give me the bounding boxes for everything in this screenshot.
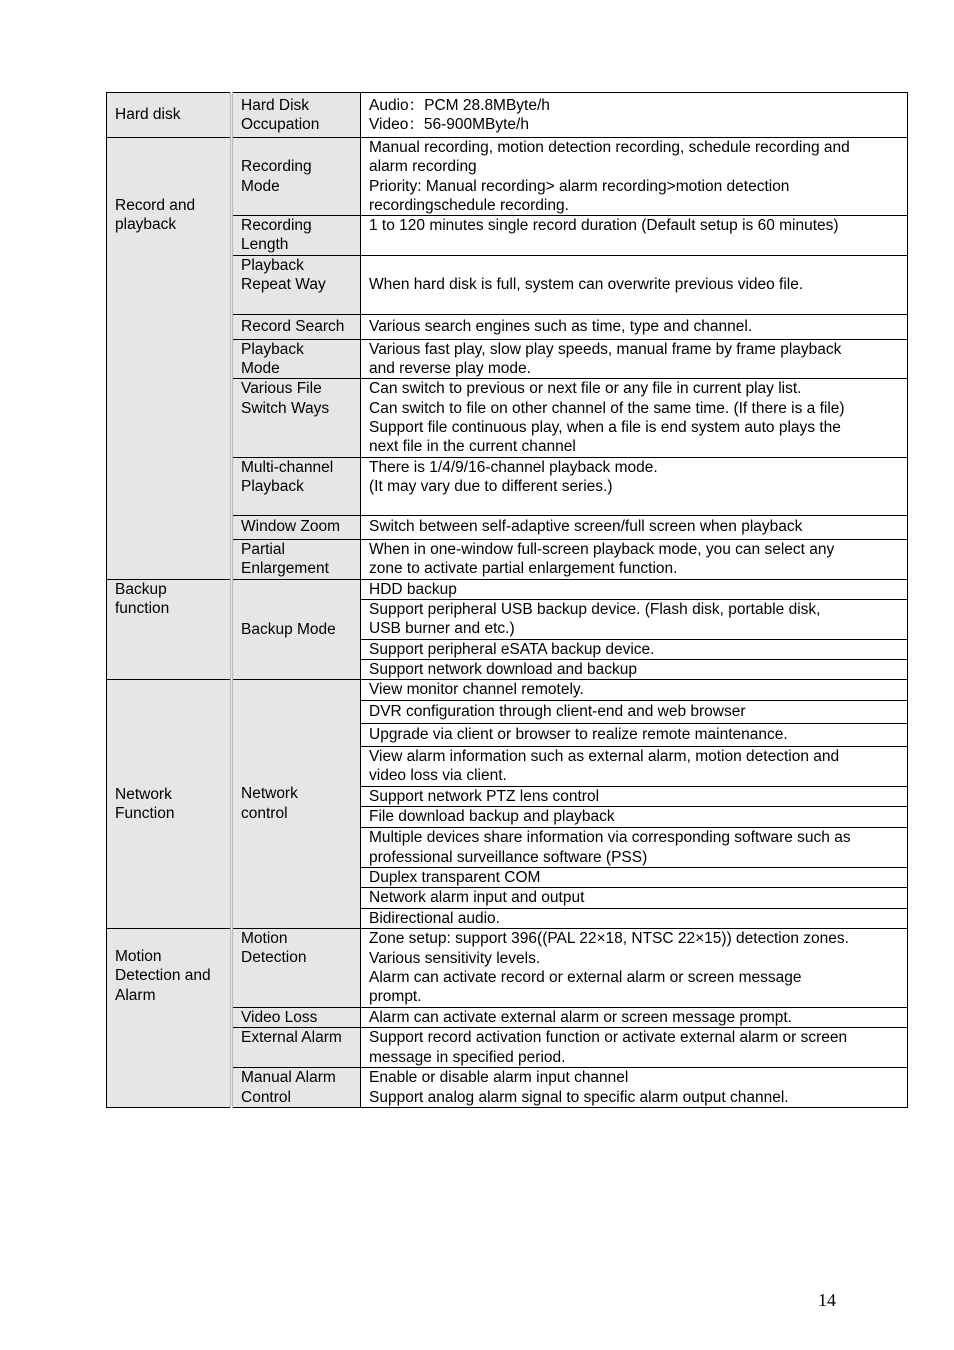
description-line: Switch between self-adaptive screen/full screen when playback	[369, 518, 803, 536]
description-network	[361, 828, 908, 868]
description-line: Various fast play, slow play speeds, manual frame by frame playback	[369, 340, 842, 358]
description-line: Various sensitivity levels.	[369, 949, 541, 967]
description-window-zoom	[361, 515, 908, 539]
category-network-function	[107, 680, 232, 928]
feature-label: Window Zoom	[241, 518, 341, 536]
description-line: Various search engines such as time, type and channel.	[369, 318, 753, 336]
description-line: Support peripheral eSATA backup device.	[369, 640, 655, 658]
description-backup	[361, 639, 908, 659]
feature-record-search	[232, 314, 361, 339]
description-partial-enlargement	[361, 539, 908, 579]
feature-label: Motion	[241, 929, 288, 947]
feature-recording-mode	[232, 138, 361, 216]
feature-recording-length	[232, 216, 361, 256]
description-line: Support analog alarm signal to specific alarm output channel.	[369, 1088, 789, 1106]
category-label: Network	[115, 785, 172, 803]
description-line: Priority: Manual recording> alarm recording>motion detection	[369, 177, 790, 195]
description-line: There is 1/4/9/16-channel playback mode.	[369, 458, 658, 476]
description-line: Support file continuous play, when a file is end system auto plays the	[369, 418, 841, 436]
description-recording-mode	[361, 138, 908, 216]
description-network	[361, 746, 908, 786]
description-backup	[361, 599, 908, 639]
description-line: professional surveillance software (PSS)	[369, 848, 648, 866]
description-line: recordingschedule recording.	[369, 196, 569, 214]
description-manual-alarm-control	[361, 1068, 908, 1108]
description-network	[361, 807, 908, 828]
feature-label: Length	[241, 236, 289, 254]
description-line: HDD backup	[369, 580, 457, 598]
description-line: Can switch to file on other channel of the same time. (If there is a file)	[369, 399, 845, 417]
description-backup	[361, 579, 908, 599]
feature-playback-mode	[232, 339, 361, 379]
description-network	[361, 908, 908, 928]
table-row	[107, 928, 908, 1007]
description-multi-channel-playback	[361, 457, 908, 515]
description-line: Can switch to previous or next file or any file in current play list.	[369, 380, 802, 398]
description-external-alarm	[361, 1028, 908, 1068]
description-line: Zone setup: support 396((PAL 22×18, NTSC 22×15)) detection zones.	[369, 930, 849, 948]
feature-backup-mode	[232, 579, 361, 680]
category-label: Detection and	[115, 967, 211, 985]
feature-motion-detection	[232, 928, 361, 1007]
description-line: prompt.	[369, 988, 422, 1006]
category-label: Record and	[115, 197, 196, 214]
feature-label: control	[241, 804, 288, 822]
feature-file-switch-ways	[232, 379, 361, 457]
description-record-search	[361, 314, 908, 339]
description-line: View alarm information such as external alarm, motion detection and	[369, 747, 840, 765]
feature-hard-disk-occupation	[232, 93, 361, 138]
description-line: Network alarm input and output	[369, 889, 585, 907]
feature-label: Repeat Way	[241, 276, 326, 294]
feature-label: Mode	[241, 177, 280, 195]
description-line: Support network download and backup	[369, 661, 637, 679]
category-label: Motion	[115, 947, 162, 965]
table-row	[107, 93, 908, 138]
table-row	[107, 579, 908, 599]
description-line: alarm recording	[369, 158, 477, 176]
feature-label: Playback	[241, 340, 304, 358]
feature-label: Detection	[241, 949, 307, 967]
feature-label: Manual Alarm	[241, 1069, 336, 1087]
feature-label: Multi-channel	[241, 458, 334, 476]
description-line: message in specified period.	[369, 1048, 566, 1066]
category-label: Function	[115, 805, 175, 823]
category-label: Hard disk	[115, 106, 181, 124]
feature-external-alarm	[232, 1028, 361, 1068]
table-row	[107, 680, 908, 700]
category-motion-detection-alarm	[107, 928, 232, 1107]
description-line: Manual recording, motion detection recording, schedule recording and	[369, 139, 850, 156]
feature-partial-enlargement	[232, 539, 361, 579]
feature-playback-repeat-way	[232, 255, 361, 314]
category-label: function	[115, 599, 170, 617]
specification-table	[106, 92, 908, 1108]
feature-label: Partial	[241, 540, 285, 558]
feature-label: Record Search	[241, 318, 345, 336]
description-line: Bidirectional audio.	[369, 909, 500, 927]
category-backup-function	[107, 579, 232, 680]
description-line: When hard disk is full, system can overwrite previous video file.	[369, 276, 804, 294]
feature-label: Network	[241, 785, 298, 803]
feature-label: Hard Disk	[241, 96, 310, 114]
feature-label: Occupation	[241, 116, 320, 133]
description-line: 1 to 120 minutes single record duration (Default setup is 60 minutes)	[369, 217, 839, 235]
feature-network-control	[232, 680, 361, 928]
feature-label: Various File	[241, 380, 322, 398]
feature-label: Playback	[241, 256, 304, 274]
category-label: Alarm	[115, 986, 156, 1004]
feature-label: Recording	[241, 158, 312, 176]
description-line: View monitor channel remotely.	[369, 681, 584, 699]
description-line: Support network PTZ lens control	[369, 787, 600, 805]
feature-label: Playback	[241, 477, 304, 495]
description-network	[361, 700, 908, 723]
description-network	[361, 868, 908, 888]
description-line: Support record activation function or activate external alarm or screen	[369, 1029, 848, 1047]
description-line: Alarm can activate record or external alarm or screen message	[369, 968, 802, 986]
description-line: Alarm can activate external alarm or screen message prompt.	[369, 1008, 792, 1026]
description-line: When in one-window full-screen playback mode, you can select any	[369, 540, 835, 558]
description-line: Enable or disable alarm input channel	[369, 1069, 629, 1087]
description-line: Audio：PCM 28.8MByte/h	[369, 96, 550, 114]
feature-label: Recording	[241, 217, 312, 235]
description-hard-disk-occupation	[361, 93, 908, 138]
page-number: 14	[818, 1290, 836, 1310]
category-record-playback	[107, 138, 232, 580]
category-label: playback	[115, 216, 177, 234]
description-line: DVR configuration through client-end and web browser	[369, 703, 746, 721]
description-line: Duplex transparent COM	[369, 869, 541, 887]
description-motion-detection	[361, 928, 908, 1007]
feature-manual-alarm-control	[232, 1068, 361, 1108]
description-network	[361, 680, 908, 700]
description-line: Support peripheral USB backup device. (Flash disk, portable disk,	[369, 601, 821, 619]
description-playback-mode	[361, 339, 908, 379]
description-line: USB burner and etc.)	[369, 620, 515, 638]
description-line: next file in the current channel	[369, 438, 576, 456]
feature-label: External Alarm	[241, 1029, 342, 1047]
description-line: Multiple devices share information via corresponding software such as	[369, 829, 851, 847]
description-recording-length	[361, 216, 908, 256]
feature-label: Enlargement	[241, 560, 329, 578]
description-network	[361, 786, 908, 806]
description-line: and reverse play mode.	[369, 360, 531, 378]
description-line: (It may vary due to different series.)	[369, 477, 613, 495]
feature-label: Mode	[241, 360, 280, 378]
feature-video-loss	[232, 1007, 361, 1027]
description-playback-repeat-way	[361, 255, 908, 314]
category-hard-disk	[107, 93, 232, 138]
feature-multi-channel-playback	[232, 457, 361, 515]
category-label: Backup	[115, 580, 167, 598]
feature-window-zoom	[232, 515, 361, 539]
feature-label: Video Loss	[241, 1008, 318, 1026]
description-network	[361, 888, 908, 908]
feature-label: Control	[241, 1088, 291, 1106]
description-line: Upgrade via client or browser to realize remote maintenance.	[369, 726, 788, 744]
feature-label: Backup Mode	[241, 620, 336, 638]
description-file-switch-ways	[361, 379, 908, 457]
description-line: zone to activate partial enlargement function.	[369, 560, 678, 578]
description-video-loss	[361, 1007, 908, 1027]
table-row	[107, 138, 908, 216]
description-line: File download backup and playback	[369, 808, 615, 826]
description-network	[361, 723, 908, 746]
description-line: Video：56-900MByte/h	[369, 116, 529, 133]
description-line: video loss via client.	[369, 767, 507, 785]
description-backup	[361, 660, 908, 680]
feature-label: Switch Ways	[241, 399, 330, 417]
